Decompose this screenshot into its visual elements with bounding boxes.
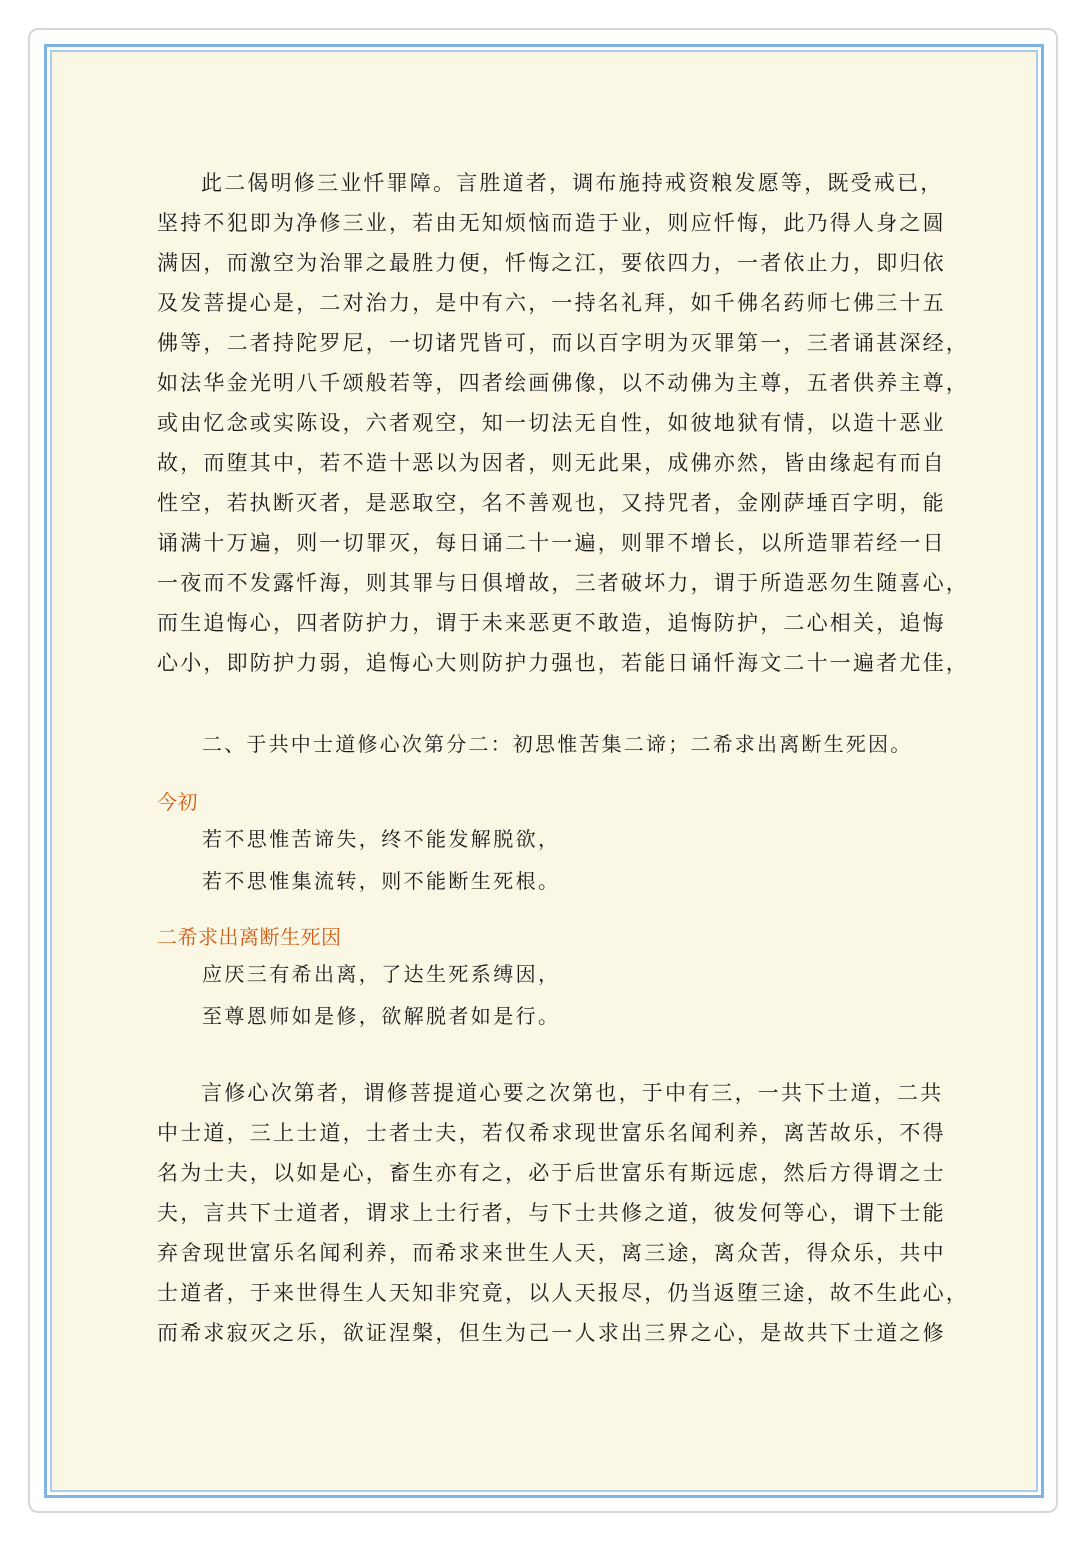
verse-1 [202, 818, 560, 902]
text-line: 如法华金光明八千颂般若等，四者绘画佛像，以不动佛为主尊，五者供养主尊， [157, 371, 969, 395]
verse-2 [202, 953, 560, 1037]
text-line: 故，而堕其中，若不造十恶以为因者，则无此果，成佛亦然，皆由缘起有而自 [157, 451, 946, 475]
commentary-paragraph-1 [157, 163, 967, 683]
text-line: 言修心次第者，谓修菩提道心要之次第也，于中有三，一共下士道，二共 [201, 1081, 944, 1105]
text-line: 心小，即防护力弱，追悔心大则防护力强也，若能日诵忏海文二十一遍者尤佳， [157, 651, 969, 675]
text-line: 一夜而不发露忏海，则其罪与日俱增故，三者破坏力，谓于所造恶勿生随喜心， [157, 571, 969, 595]
section-title: 二、于共中士道修心次第分二：初思惟苦集二谛；二希求出离断生死因。 [202, 732, 913, 756]
verse-line: 若不思惟苦谛失，终不能发解脱欲， [202, 827, 561, 851]
text-line: 及发菩提心是，二对治力，是中有六，一持名礼拜，如千佛名药师七佛三十五 [157, 291, 946, 315]
subsection-heading-1: 今初 [157, 790, 198, 814]
verse-line: 若不思惟集流转，则不能断生死根。 [202, 869, 561, 893]
text-line: 而生追悔心，四者防护力，谓于未来恶更不敢造，追悔防护，二心相关，追悔 [157, 611, 946, 635]
text-line: 夫，言共下士道者，谓求上士行者，与下士共修之道，彼发何等心，谓下士能 [157, 1201, 946, 1225]
text-line: 或由忆念或实陈设，六者观空，知一切法无自性，如彼地狱有情，以造十恶业 [157, 411, 946, 435]
text-line: 诵满十万遍，则一切罪灭，每日诵二十一遍，则罪不增长，以所造罪若经一日 [157, 531, 946, 555]
text-line: 性空，若执断灭者，是恶取空，名不善观也，又持咒者，金刚萨埵百字明，能 [157, 491, 946, 515]
text-line: 名为士夫，以如是心，畜生亦有之，必于后世富乐有斯远虑，然后方得谓之士 [157, 1161, 946, 1185]
text-line: 士道者，于来世得生人天知非究竟，以人天报尽，仍当返堕三途，故不生此心， [157, 1281, 969, 1305]
text-line: 满因，而激空为治罪之最胜力便，忏悔之江，要依四力，一者依止力，即归依 [157, 251, 946, 275]
text-line: 中士道，三上士道，士者士夫，若仅希求现世富乐名闻利养，离苦故乐，不得 [157, 1121, 946, 1145]
text-line: 而希求寂灭之乐，欲证涅槃，但生为己一人求出三界之心，是故共下士道之修 [157, 1321, 946, 1345]
verse-line: 至尊恩师如是修，欲解脱者如是行。 [202, 1004, 561, 1028]
text-line: 佛等，二者持陀罗尼，一切诸咒皆可，而以百字明为灭罪第一，三者诵甚深经， [157, 331, 969, 355]
text-line: 弃舍现世富乐名闻利养，而希求来世生人天，离三途，离众苦，得众乐，共中 [157, 1241, 946, 1265]
commentary-paragraph-2 [157, 1073, 967, 1353]
text-line: 此二偈明修三业忏罪障。言胜道者，调布施持戒资粮发愿等，既受戒已， [201, 171, 944, 195]
text-line: 坚持不犯即为净修三业，若由无知烦恼而造于业，则应忏悔，此乃得人身之圆 [157, 211, 946, 235]
verse-line: 应厌三有希出离，了达生死系缚因， [202, 962, 561, 986]
subsection-heading-2: 二希求出离断生死因 [157, 925, 342, 949]
